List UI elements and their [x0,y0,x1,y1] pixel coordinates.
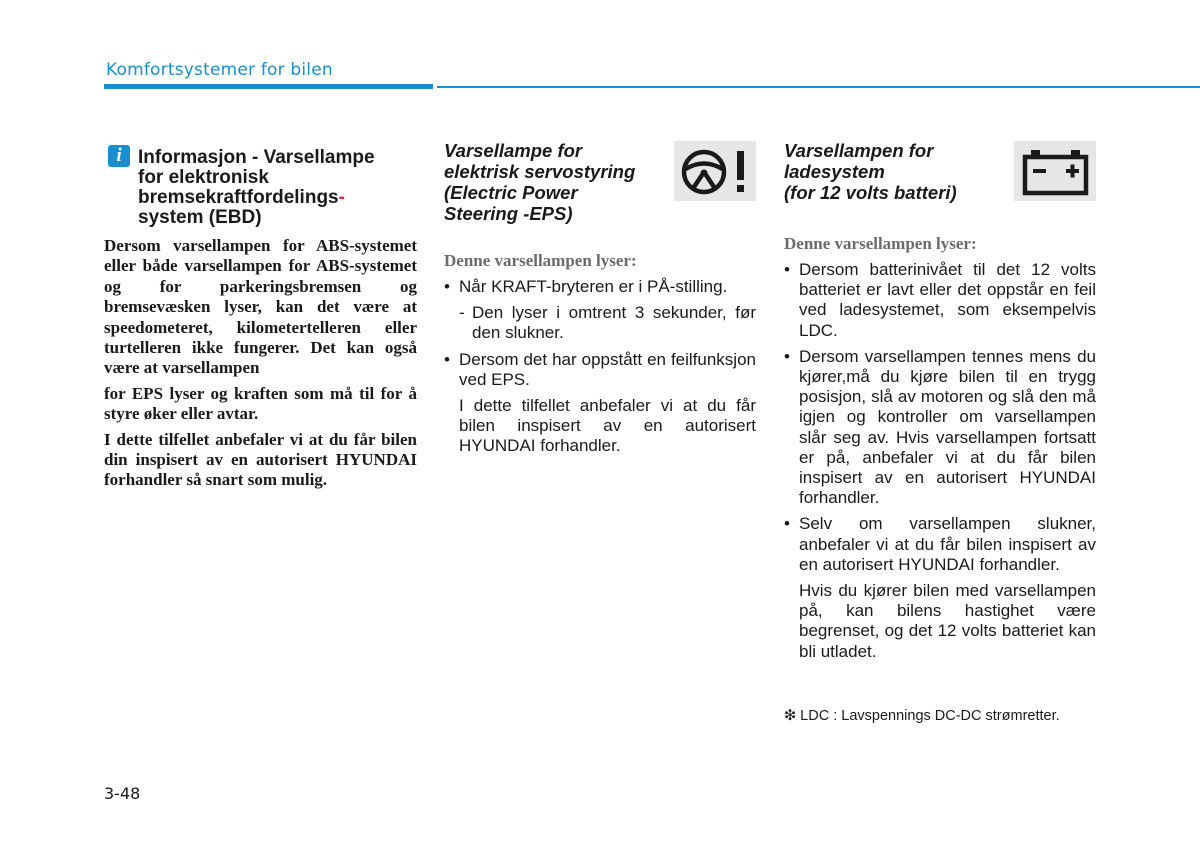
info-paragraph: I dette tilfellet anbefaler vi at du får bilen din inspisert av en autorisert HYUNDAI forhandler så snart som mulig. [104,429,417,490]
header-rule-thin [437,86,1200,88]
charging-section-title [784,140,1004,203]
charging-list [784,260,1096,668]
list-item-text: Den lyser i omtrent 3 sekunder, før den slukner. [472,303,756,343]
steering-wheel-warning-icon [674,141,756,201]
charging-title-line: ladesystem [784,161,885,182]
page-number: 3-48 [104,784,141,803]
eps-title-line: elektrisk servostyring [444,161,636,182]
eps-subheading: Denne varsellampen lyser: [444,251,637,270]
list-item: • Dersom batterinivået til det 12 volts batteriet er lavt eller det oppstår en feil ved ladesystemet, som eksempelvis LDC. [784,260,1096,341]
info-title-hyphen: - [338,187,345,208]
eps-section-title [444,140,664,224]
info-paragraph: Dersom varsellampen for ABS-systemet eller både varsellampen for ABS-systemet og for parkeringsbremsen og bremsevæsken lyser, kan det være at speedometeret, kilometertelleren eller turtelleren ikke fungerer. Det kan også være at varsellampen [104,236,417,378]
info-icon: i [108,145,130,167]
info-paragraph: for EPS lyser og kraften som må til for å styre øker eller avtar. [104,383,417,424]
info-title-text: bremsekraftfordelings [138,187,339,208]
footnote: ❇ LDC : Lavspennings DC-DC strømretter. [784,708,1060,724]
charging-subheading: Denne varsellampen lyser: [784,234,977,253]
header-rule-thick [104,84,433,89]
info-body [104,236,417,496]
battery-icon [1014,141,1096,201]
eps-title-line: (Electric Power [444,182,578,203]
list-item: • Selv om varsellampen slukner, anbefaler vi at du får bilen inspisert av en autorisert HYUNDAI forhandler. [784,514,1096,575]
dash-marker: - [459,303,465,323]
charging-title-line: (for 12 volts batteri) [784,182,957,203]
info-title [138,148,428,228]
list-item [444,303,756,343]
info-title-line [138,188,428,208]
eps-title-line: Steering -EPS) [444,203,573,224]
list-item: • Når KRAFT-bryteren er i PÅ-stilling. [444,277,756,297]
list-item: Hvis du kjører bilen med varsellampen på, kan bilens hastighet være begrenset, og det 12 volts batteriet kan bli utladet. [799,581,1096,661]
list-item: • Dersom varsellampen tennes mens du kjører,må du kjøre bilen til en trygg posisjon, slå av motoren og slå den må igjen og kontroller om varsellampen slår seg av. Hvis varsellampen fortsatt er på, anbefaler vi at du får bilen inspisert av en autorisert HYUNDAI forhandler. [784,347,1096,509]
header-section-title: Komfortsystemer for bilen [106,60,333,80]
info-title-line: for elektronisk [138,167,269,188]
list-item: I dette tilfellet anbefaler vi at du får bilen inspisert av en autorisert HYUNDAI forhandler. [459,396,756,456]
info-title-line: Informasjon - Varsellampe [138,147,375,168]
info-title-line: system (EBD) [138,207,262,228]
list-item: • Dersom det har oppstått en feilfunksjon ved EPS. [444,350,756,390]
charging-title-line: Varsellampen for [784,140,934,161]
eps-list [444,277,756,463]
eps-title-line: Varsellampe for [444,140,583,161]
